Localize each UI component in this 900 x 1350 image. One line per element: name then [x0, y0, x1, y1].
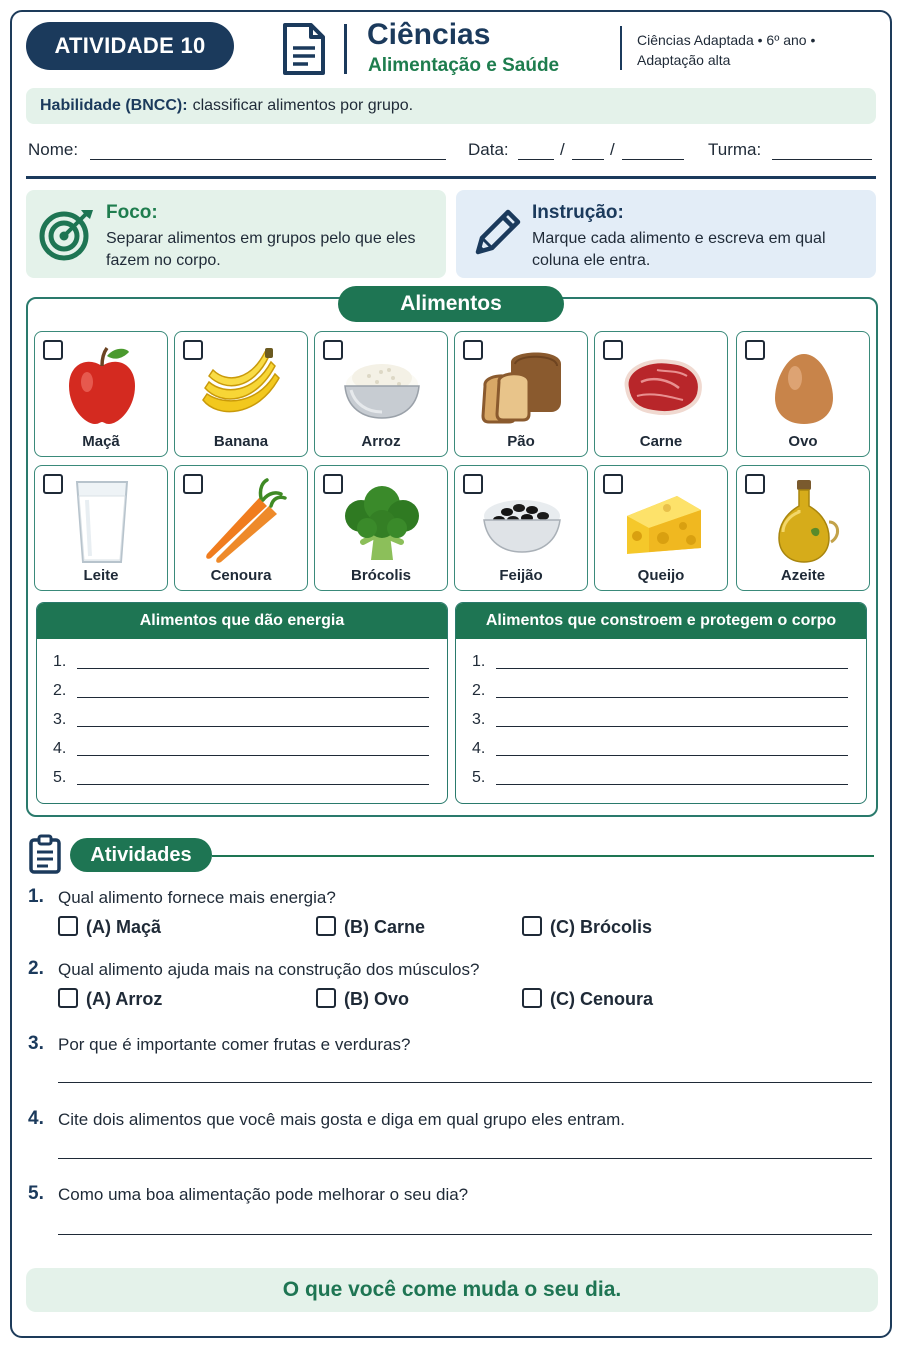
q1-option-a[interactable]	[58, 916, 161, 938]
answer-line[interactable]	[496, 697, 848, 698]
answer-line[interactable]	[496, 755, 848, 756]
header-divider	[344, 24, 347, 74]
course-meta-line1: Ciências Adaptada • 6º ano •	[637, 32, 816, 48]
row-number: 3.	[53, 711, 67, 728]
answer-line[interactable]	[77, 697, 429, 698]
date-month-field[interactable]	[572, 140, 604, 160]
food-label: Arroz	[361, 433, 401, 450]
food-card-olive-oil	[736, 465, 870, 591]
row-number: 5.	[53, 769, 67, 786]
answer-row	[53, 711, 66, 729]
energy-column	[36, 602, 448, 804]
answer-line[interactable]	[77, 668, 429, 669]
broccoli-icon	[337, 476, 427, 566]
question-text: Por que é importante comer frutas e verduras?	[58, 1035, 411, 1054]
option-label: (A) Maçã	[86, 917, 162, 937]
option-label: (B) Ovo	[344, 989, 409, 1009]
answer-row	[53, 769, 66, 787]
answer-row	[472, 711, 485, 729]
food-label: Queijo	[637, 567, 685, 584]
answer-line[interactable]	[496, 784, 848, 785]
food-label: Feijão	[499, 567, 543, 584]
food-label: Cenoura	[210, 567, 272, 584]
build-protect-column	[455, 602, 867, 804]
food-card-rice	[314, 331, 448, 457]
row-number: 2.	[472, 682, 486, 699]
answer-row	[53, 653, 66, 671]
food-card-cheese	[594, 465, 728, 591]
question-text: Qual alimento ajuda mais na construção dos músculos?	[58, 960, 480, 979]
option-label: (A) Arroz	[86, 989, 163, 1009]
option-label: (C) Cenoura	[550, 989, 653, 1009]
food-card-beans	[454, 465, 588, 591]
food-label: Brócolis	[350, 567, 411, 584]
row-number: 1.	[53, 653, 67, 670]
name-field[interactable]	[90, 140, 446, 160]
course-meta	[637, 30, 847, 70]
date-day-field[interactable]	[518, 140, 554, 160]
apple-icon	[57, 342, 147, 432]
food-card-meat	[594, 331, 728, 457]
focus-title: Foco:	[106, 202, 158, 223]
q2-option-b[interactable]	[316, 988, 409, 1010]
student-fields	[28, 138, 874, 168]
option-checkbox[interactable]	[316, 916, 336, 936]
option-checkbox[interactable]	[522, 916, 542, 936]
question-text: Como uma boa alimentação pode melhorar o seu dia?	[58, 1185, 469, 1204]
class-label: Turma:	[708, 140, 762, 159]
date-year-field[interactable]	[622, 140, 684, 160]
egg-icon	[759, 342, 849, 432]
food-card-milk	[34, 465, 168, 591]
instruction-title: Instrução:	[532, 202, 624, 223]
date-label: Data:	[468, 140, 509, 159]
food-card-bread	[454, 331, 588, 457]
header-divider-2	[620, 26, 622, 70]
bread-icon	[477, 342, 567, 432]
question-text: Cite dois alimentos que você mais gosta e diga em qual grupo eles entram.	[58, 1110, 625, 1129]
food-card-apple	[34, 331, 168, 457]
row-number: 3.	[472, 711, 486, 728]
document-icon	[282, 22, 326, 76]
food-label: Leite	[83, 567, 119, 584]
question-text: Qual alimento fornece mais energia?	[58, 888, 336, 907]
answer-line[interactable]	[77, 755, 429, 756]
subject-subtitle: Alimentação e Saúde	[368, 55, 560, 76]
pencil-icon	[468, 204, 526, 262]
meat-icon	[617, 342, 707, 432]
focus-text: Separar alimentos em grupos pelo que eles fazem no corpo.	[106, 230, 416, 269]
q1-option-b[interactable]	[316, 916, 425, 938]
option-checkbox[interactable]	[58, 988, 78, 1008]
foods-title: Alimentos	[338, 286, 564, 322]
food-card-egg	[736, 331, 870, 457]
question-number: 4.	[28, 1108, 44, 1129]
question-number: 2.	[28, 958, 44, 979]
milk-glass-icon	[57, 476, 147, 566]
answer-row	[53, 740, 66, 758]
activities-title: Atividades	[70, 838, 212, 872]
food-label: Banana	[213, 433, 269, 450]
answer-row	[472, 769, 485, 787]
beans-bowl-icon	[477, 476, 567, 566]
row-number: 1.	[472, 653, 486, 670]
food-label: Ovo	[788, 433, 818, 450]
instruction-text: Marque cada alimento e escreva em qual coluna ele entra.	[532, 230, 826, 269]
cheese-icon	[617, 476, 707, 566]
answer-row	[472, 740, 485, 758]
food-label: Pão	[507, 433, 535, 450]
header-rule	[26, 176, 876, 179]
food-card-broccoli	[314, 465, 448, 591]
instruction-box	[456, 190, 876, 278]
answer-line[interactable]	[496, 726, 848, 727]
footer-motto: O que você come muda o seu dia.	[26, 1268, 878, 1312]
name-label: Nome:	[28, 140, 79, 159]
bncc-skill-label: Habilidade (BNCC):	[40, 97, 188, 114]
q4-answer-line[interactable]	[58, 1158, 872, 1159]
question-number: 5.	[28, 1183, 44, 1204]
q3-answer-line[interactable]	[58, 1082, 872, 1083]
answer-line[interactable]	[77, 726, 429, 727]
course-meta-line2: Adaptação alta	[637, 52, 731, 68]
answer-row	[472, 653, 485, 671]
food-label: Azeite	[780, 567, 826, 584]
option-checkbox[interactable]	[316, 988, 336, 1008]
activity-badge: ATIVIDADE 10	[26, 22, 234, 70]
answer-line[interactable]	[77, 784, 429, 785]
date-separator: /	[610, 140, 615, 159]
build-protect-column-title: Alimentos que constroem e protegem o corpo	[456, 603, 866, 639]
carrot-icon	[197, 476, 287, 566]
bncc-skill-bar	[26, 88, 876, 124]
q2-option-c[interactable]	[522, 988, 653, 1010]
bncc-skill-text: classificar alimentos por grupo.	[192, 97, 414, 114]
food-card-carrot	[174, 465, 308, 591]
answer-row	[472, 682, 485, 700]
activities-rule	[212, 855, 874, 857]
olive-oil-icon	[759, 476, 849, 566]
food-label: Maçã	[82, 433, 120, 450]
energy-column-title: Alimentos que dão energia	[37, 603, 447, 639]
banana-icon	[197, 342, 287, 432]
answer-row	[53, 682, 66, 700]
focus-box	[26, 190, 446, 278]
option-label: (B) Carne	[344, 917, 426, 937]
question-number: 3.	[28, 1033, 44, 1054]
row-number: 4.	[472, 740, 486, 757]
option-checkbox[interactable]	[58, 916, 78, 936]
q2-option-a[interactable]	[58, 988, 162, 1010]
class-field[interactable]	[772, 140, 872, 160]
answer-line[interactable]	[496, 668, 848, 669]
q5-answer-line[interactable]	[58, 1234, 872, 1235]
row-number: 5.	[472, 769, 486, 786]
row-number: 2.	[53, 682, 67, 699]
food-card-banana	[174, 331, 308, 457]
date-separator: /	[560, 140, 565, 159]
option-checkbox[interactable]	[522, 988, 542, 1008]
target-icon	[38, 204, 96, 262]
question-number: 1.	[28, 886, 44, 907]
subject-title: Ciências	[367, 18, 491, 51]
option-label: (C) Brócolis	[550, 917, 653, 937]
row-number: 4.	[53, 740, 67, 757]
q1-option-c[interactable]	[522, 916, 652, 938]
rice-bowl-icon	[337, 342, 427, 432]
food-label: Carne	[639, 433, 683, 450]
clipboard-icon	[28, 834, 62, 874]
